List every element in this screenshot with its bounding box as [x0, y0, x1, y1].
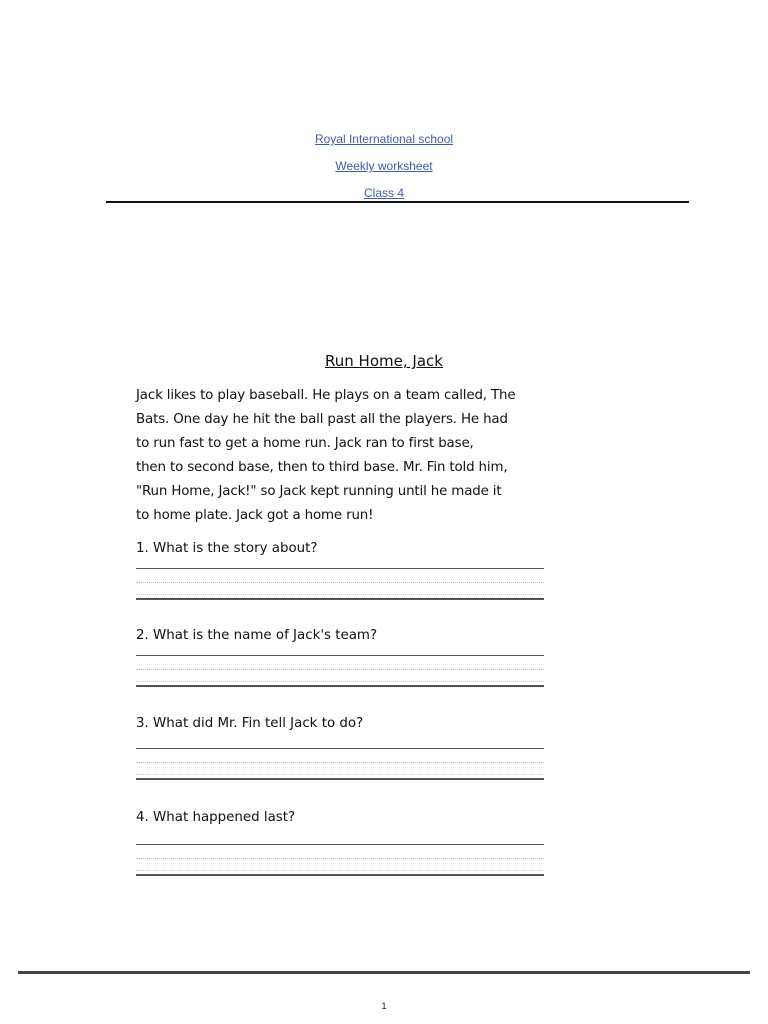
answer-lines-4[interactable]: [136, 844, 544, 878]
answer-lines-2[interactable]: [136, 655, 544, 689]
story-line: "Run Home, Jack!" so Jack kept running until he made it: [136, 484, 502, 499]
question-1: 1. What is the story about?: [136, 541, 318, 556]
story-text: [136, 384, 556, 528]
story-title: Run Home, Jack: [325, 352, 443, 370]
question-3: 3. What did Mr. Fin tell Jack to do?: [136, 716, 364, 731]
class-label: Class 4: [363, 186, 404, 200]
header-divider: [106, 201, 689, 203]
question-4: 4. What happened last?: [136, 810, 296, 825]
question-2: 2. What is the name of Jack's team?: [136, 628, 378, 643]
school-name: Royal International school: [314, 132, 454, 146]
worksheet-label: Weekly worksheet: [335, 159, 433, 173]
story-line: to home plate. Jack got a home run!: [136, 508, 374, 523]
answer-lines-1[interactable]: [136, 568, 544, 602]
story-line: Jack likes to play baseball. He plays on a team called, The: [136, 388, 516, 403]
story-line: to run fast to get a home run. Jack ran to first base,: [136, 436, 474, 451]
answer-lines-3[interactable]: [136, 748, 544, 782]
story-line: Bats. One day he hit the ball past all the players. He had: [136, 412, 508, 427]
footer-divider: [18, 971, 750, 974]
story-line: then to second base, then to third base. Mr. Fin told him,: [136, 460, 508, 475]
page-number: 1: [381, 1001, 387, 1011]
